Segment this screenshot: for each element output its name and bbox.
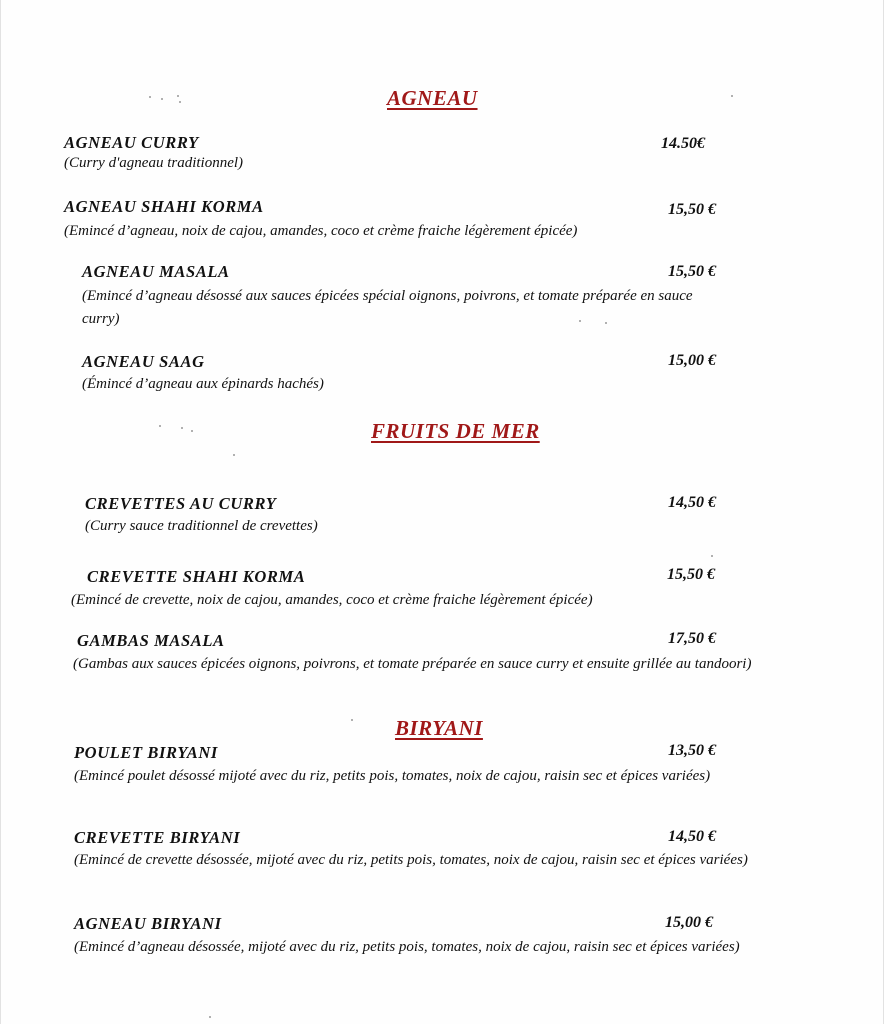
- dish-description: (Emincé d’agneau désossé aux sauces épicées spécial oignons, poivrons, et tomate préparée en sauce curry): [82, 288, 693, 327]
- dish-name: CREVETTES AU CURRY: [85, 494, 277, 513]
- scan-speck: [149, 96, 151, 98]
- dish-name: CREVETTE SHAHI KORMA: [87, 567, 306, 586]
- scan-speck: [579, 320, 581, 322]
- dish-description: (Emincé de crevette désossée, mijoté avec du riz, petits pois, tomates, noix de cajou, raisin sec et épices variées): [74, 852, 748, 868]
- scan-speck: [209, 1016, 211, 1018]
- dish-price: 15,50 €: [668, 263, 716, 280]
- dish-description: (Emincé poulet désossé mijoté avec du riz, petits pois, tomates, noix de cajou, raisin sec et épices variées): [74, 768, 711, 784]
- scan-speck: [605, 322, 607, 324]
- dish-name: CREVETTE BIRYANI: [74, 828, 241, 847]
- dish-name: GAMBAS MASALA: [77, 631, 225, 650]
- dish-price: 15,50 €: [668, 201, 716, 218]
- scan-speck: [181, 427, 183, 429]
- dish-price: 13,50 €: [668, 742, 716, 759]
- dish-price: 14,50 €: [668, 828, 716, 845]
- dish-description: (Emincé de crevette, noix de cajou, amandes, coco et crème fraiche légèrement épicée): [71, 592, 593, 608]
- scan-speck: [731, 95, 733, 97]
- scan-speck: [351, 719, 353, 721]
- dish-description: (Émincé d’agneau aux épinards hachés): [82, 376, 324, 392]
- dish-description: (Gambas aux sauces épicées oignons, poivrons, et tomate préparée en sauce curry et ensuite grillée au tandoori): [73, 656, 752, 672]
- scan-speck: [161, 98, 163, 100]
- dish-description: (Curry d'agneau traditionnel): [64, 155, 244, 171]
- scan-speck: [233, 454, 235, 456]
- dish-name: AGNEAU CURRY: [64, 133, 199, 152]
- dish-description: (Curry sauce traditionnel de crevettes): [85, 518, 318, 534]
- dish-name: POULET BIRYANI: [74, 743, 218, 762]
- dish-price: 15,00 €: [665, 914, 713, 931]
- dish-description: (Emincé d’agneau, noix de cajou, amandes, coco et crème fraiche légèrement épicée): [64, 223, 578, 239]
- section-heading-fruits-de-mer: FRUITS DE MER: [371, 419, 540, 443]
- dish-name: AGNEAU BIRYANI: [74, 914, 222, 933]
- section-heading-agneau: AGNEAU: [387, 86, 478, 110]
- scan-speck: [191, 430, 193, 432]
- dish-description: (Emincé d’agneau désossée, mijoté avec du riz, petits pois, tomates, noix de cajou, raisin sec et épices variées): [74, 939, 740, 955]
- dish-price: 14,50 €: [668, 494, 716, 511]
- section-heading-biryani: BIRYANI: [395, 716, 483, 740]
- dish-name: AGNEAU SHAHI KORMA: [64, 197, 264, 216]
- scan-speck: [179, 101, 181, 103]
- dish-price: 15,50 €: [667, 566, 715, 583]
- dish-price: 15,00 €: [668, 352, 716, 369]
- scan-speck: [159, 425, 161, 427]
- dish-price: 17,50 €: [668, 630, 716, 647]
- dish-price: 14.50€: [661, 135, 705, 152]
- dish-name: AGNEAU SAAG: [82, 352, 205, 371]
- scan-speck: [711, 555, 713, 557]
- scan-speck: [177, 95, 179, 97]
- dish-name: AGNEAU MASALA: [82, 262, 230, 281]
